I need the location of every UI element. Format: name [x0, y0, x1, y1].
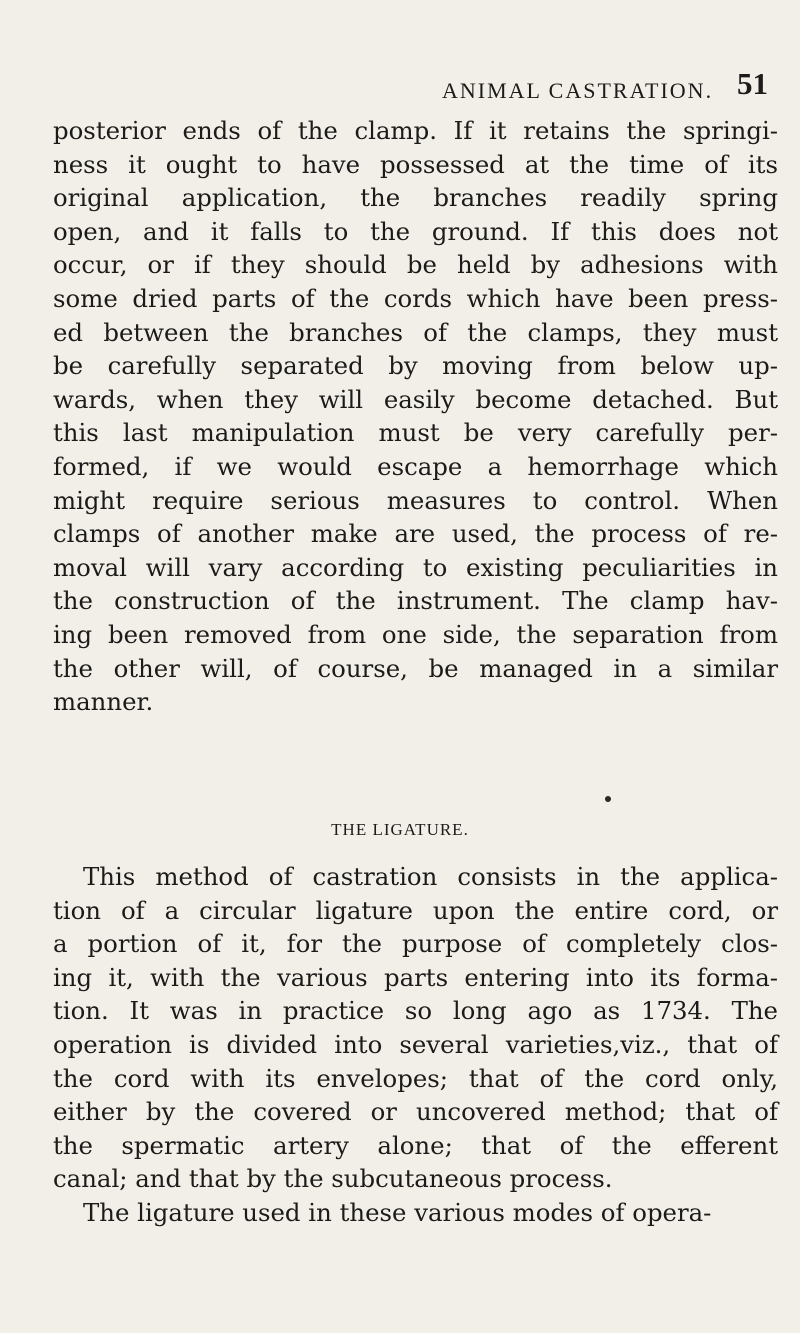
text-line: operation is divided into several varieties,viz., that of [53, 1029, 778, 1059]
text-line: tion. It was in practice so long ago as 1734. The [53, 996, 778, 1026]
text-line: might require serious measures to control. When [53, 485, 778, 515]
text-line: canal; and that by the subcutaneous process. [53, 1164, 613, 1194]
running-head: ANIMAL CASTRATION. [442, 78, 714, 103]
text-line: some dried parts of the cords which have been press- [53, 283, 778, 313]
text-line: this last manipulation must be very carefully per- [53, 418, 778, 448]
text-line: the cord with its envelopes; that of the cord only, [53, 1063, 778, 1093]
text-line: ing it, with the various parts entering into its forma- [53, 962, 778, 992]
text-line: be carefully separated by moving from below up- [53, 351, 778, 381]
text-line: the other will, of course, be managed in a similar [53, 653, 778, 683]
paragraph-ligature [53, 860, 778, 1230]
text-line: wards, when they will easily become detached. But [53, 384, 778, 414]
text-line: a portion of it, for the purpose of completely clos- [53, 929, 778, 959]
text-line: The ligature used in these various modes of opera- [83, 1197, 712, 1227]
text-line: the construction of the instrument. The clamp hav- [53, 586, 778, 616]
text-line: manner. [53, 687, 154, 717]
text-line: clamps of another make are used, the process of re- [53, 519, 778, 549]
text-line: open, and it falls to the ground. If this does not [53, 216, 778, 246]
text-line: occur, or if they should be held by adhesions with [53, 250, 778, 280]
text-line: This method of castration consists in the applica- [83, 862, 778, 891]
text-line: tion of a circular ligature upon the entire cord, or [53, 895, 778, 925]
ink-speck [605, 796, 611, 802]
text-line: either by the covered or uncovered method; that of [53, 1097, 778, 1127]
text-line: moval will vary according to existing peculiarities in [53, 552, 778, 582]
page-number: 51 [737, 66, 768, 101]
text-line: ing been removed from one side, the separation from [53, 619, 778, 649]
paragraph-continued [53, 114, 778, 719]
text-line: formed, if we would escape a hemorrhage which [53, 451, 778, 481]
text-line: ed between the branches of the clamps, they must [53, 317, 778, 347]
text-line: posterior ends of the clamp. If it retains the springi- [53, 116, 778, 145]
text-line: ness it ought to have possessed at the time of its [53, 149, 778, 179]
section-heading: THE LIGATURE. [331, 820, 469, 839]
text-line: the spermatic artery alone; that of the efferent [53, 1130, 778, 1160]
text-line: original application, the branches readily spring [53, 183, 778, 213]
